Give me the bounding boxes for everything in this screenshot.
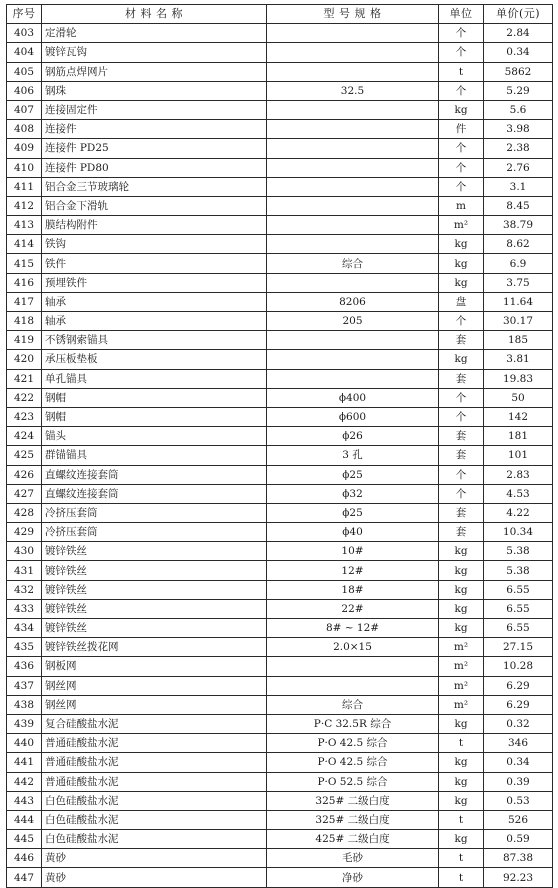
cell-unit-price: 185 [484, 331, 553, 350]
cell-model-spec: 18# [267, 580, 439, 599]
cell-unit: m² [439, 638, 484, 657]
cell-material-name: 钢板网 [42, 657, 267, 676]
cell-model-spec: ϕ600 [267, 407, 439, 426]
cell-unit-price: 6.55 [484, 599, 553, 618]
cell-material-name: 连接件 PD80 [42, 158, 267, 177]
cell-serial-no: 414 [7, 235, 42, 254]
cell-serial-no: 410 [7, 158, 42, 177]
cell-unit: t [439, 734, 484, 753]
cell-model-spec [267, 369, 439, 388]
table-row [7, 24, 553, 43]
table-row [7, 446, 553, 465]
cell-serial-no: 432 [7, 580, 42, 599]
cell-model-spec [267, 24, 439, 43]
cell-serial-no: 446 [7, 849, 42, 868]
table-row [7, 177, 553, 196]
cell-material-name: 铝合金下滑轨 [42, 196, 267, 215]
cell-model-spec: 8206 [267, 292, 439, 311]
table-row [7, 542, 553, 561]
cell-model-spec [267, 120, 439, 139]
cell-unit: 个 [439, 312, 484, 331]
cell-model-spec: P·O 42.5 综合 [267, 753, 439, 772]
cell-unit-price: 5.38 [484, 561, 553, 580]
table-row [7, 849, 553, 868]
cell-unit-price: 30.17 [484, 312, 553, 331]
cell-serial-no: 421 [7, 369, 42, 388]
cell-serial-no: 416 [7, 273, 42, 292]
cell-model-spec [267, 177, 439, 196]
cell-material-name: 冷挤压套筒 [42, 523, 267, 542]
cell-unit-price: 4.22 [484, 503, 553, 522]
table-row [7, 100, 553, 119]
cell-unit-price: 0.34 [484, 753, 553, 772]
cell-unit-price: 2.38 [484, 139, 553, 158]
cell-serial-no: 408 [7, 120, 42, 139]
cell-unit: kg [439, 100, 484, 119]
cell-serial-no: 442 [7, 772, 42, 791]
cell-material-name: 镀锌铁丝 [42, 561, 267, 580]
cell-serial-no: 430 [7, 542, 42, 561]
table-row [7, 561, 553, 580]
cell-serial-no: 434 [7, 619, 42, 638]
cell-material-name: 连接件 PD25 [42, 139, 267, 158]
cell-material-name: 钢丝网 [42, 676, 267, 695]
cell-model-spec: 毛砂 [267, 849, 439, 868]
cell-unit-price: 5.38 [484, 542, 553, 561]
cell-material-name: 轴承 [42, 312, 267, 331]
table-row [7, 216, 553, 235]
cell-unit-price: 181 [484, 427, 553, 446]
table-row [7, 196, 553, 215]
cell-serial-no: 431 [7, 561, 42, 580]
cell-material-name: 直螺纹连接套筒 [42, 484, 267, 503]
cell-unit-price: 87.38 [484, 849, 553, 868]
table-row [7, 523, 553, 542]
cell-unit: kg [439, 273, 484, 292]
cell-serial-no: 438 [7, 695, 42, 714]
cell-unit: 个 [439, 388, 484, 407]
cell-unit: kg [439, 561, 484, 580]
table-row [7, 388, 553, 407]
cell-unit: kg [439, 254, 484, 273]
cell-material-name: 膜结构附件 [42, 216, 267, 235]
cell-unit: 套 [439, 331, 484, 350]
cell-unit: 个 [439, 43, 484, 62]
table-row [7, 81, 553, 100]
cell-material-name: 镀锌瓦钩 [42, 43, 267, 62]
cell-material-name: 镀锌铁丝拨花网 [42, 638, 267, 657]
cell-serial-no: 440 [7, 734, 42, 753]
cell-unit: t [439, 849, 484, 868]
cell-model-spec: ϕ400 [267, 388, 439, 407]
cell-unit: m² [439, 216, 484, 235]
table-row [7, 350, 553, 369]
cell-serial-no: 433 [7, 599, 42, 618]
cell-unit-price: 5.6 [484, 100, 553, 119]
cell-material-name: 冷挤压套筒 [42, 503, 267, 522]
cell-material-name: 预埋铁件 [42, 273, 267, 292]
cell-model-spec [267, 139, 439, 158]
cell-model-spec: P·C 32.5R 综合 [267, 714, 439, 733]
cell-unit: kg [439, 830, 484, 849]
cell-unit: kg [439, 580, 484, 599]
cell-material-name: 承压板垫板 [42, 350, 267, 369]
table-body [7, 24, 553, 887]
cell-serial-no: 418 [7, 312, 42, 331]
cell-model-spec: ϕ25 [267, 503, 439, 522]
table-row [7, 503, 553, 522]
cell-material-name: 白色硅酸盐水泥 [42, 830, 267, 849]
cell-material-name: 钢帽 [42, 407, 267, 426]
table-row [7, 273, 553, 292]
table-row [7, 810, 553, 829]
cell-serial-no: 405 [7, 62, 42, 81]
cell-material-name: 钢珠 [42, 81, 267, 100]
cell-serial-no: 427 [7, 484, 42, 503]
cell-unit-price: 2.84 [484, 24, 553, 43]
cell-unit-price: 4.53 [484, 484, 553, 503]
cell-material-name: 白色硅酸盐水泥 [42, 791, 267, 810]
cell-unit-price: 142 [484, 407, 553, 426]
cell-serial-no: 445 [7, 830, 42, 849]
cell-unit-price: 10.34 [484, 523, 553, 542]
header-serial-no: 序号 [7, 5, 42, 24]
cell-unit: kg [439, 599, 484, 618]
cell-unit: 套 [439, 503, 484, 522]
cell-serial-no: 425 [7, 446, 42, 465]
cell-model-spec: 3 孔 [267, 446, 439, 465]
cell-material-name: 连接固定件 [42, 100, 267, 119]
table-row [7, 580, 553, 599]
cell-material-name: 镀锌铁丝 [42, 542, 267, 561]
table-row [7, 254, 553, 273]
cell-model-spec [267, 196, 439, 215]
cell-serial-no: 406 [7, 81, 42, 100]
cell-material-name: 普通硅酸盐水泥 [42, 772, 267, 791]
header-unit-price: 单价(元) [484, 5, 553, 24]
table-row [7, 43, 553, 62]
cell-model-spec: 综合 [267, 254, 439, 273]
cell-model-spec: ϕ26 [267, 427, 439, 446]
cell-unit: 个 [439, 484, 484, 503]
table-row [7, 619, 553, 638]
cell-unit: kg [439, 753, 484, 772]
table-row [7, 695, 553, 714]
cell-unit: m² [439, 657, 484, 676]
materials-price-table [6, 4, 553, 888]
cell-material-name: 连接件 [42, 120, 267, 139]
cell-model-spec [267, 676, 439, 695]
cell-unit: 盘 [439, 292, 484, 311]
cell-unit-price: 526 [484, 810, 553, 829]
cell-material-name: 镀锌铁丝 [42, 580, 267, 599]
cell-unit: 套 [439, 446, 484, 465]
table-row [7, 427, 553, 446]
cell-serial-no: 420 [7, 350, 42, 369]
header-row [7, 5, 553, 24]
cell-unit-price: 11.64 [484, 292, 553, 311]
cell-material-name: 钢丝网 [42, 695, 267, 714]
cell-unit-price: 8.62 [484, 235, 553, 254]
cell-unit-price: 3.1 [484, 177, 553, 196]
table-row [7, 638, 553, 657]
cell-serial-no: 403 [7, 24, 42, 43]
cell-serial-no: 441 [7, 753, 42, 772]
cell-serial-no: 428 [7, 503, 42, 522]
table-row [7, 331, 553, 350]
cell-serial-no: 404 [7, 43, 42, 62]
table-row [7, 714, 553, 733]
cell-unit: t [439, 868, 484, 887]
cell-unit: 个 [439, 158, 484, 177]
cell-model-spec: ϕ32 [267, 484, 439, 503]
cell-material-name: 铁钩 [42, 235, 267, 254]
cell-unit: 套 [439, 369, 484, 388]
cell-unit-price: 0.53 [484, 791, 553, 810]
cell-material-name: 黄砂 [42, 868, 267, 887]
cell-unit: m² [439, 695, 484, 714]
cell-model-spec: 净砂 [267, 868, 439, 887]
cell-material-name: 单孔锚具 [42, 369, 267, 388]
cell-unit: 个 [439, 81, 484, 100]
cell-unit-price: 6.9 [484, 254, 553, 273]
cell-model-spec: P·O 42.5 综合 [267, 734, 439, 753]
cell-unit-price: 3.81 [484, 350, 553, 369]
cell-unit: 个 [439, 407, 484, 426]
cell-material-name: 钢筋点焊网片 [42, 62, 267, 81]
cell-serial-no: 443 [7, 791, 42, 810]
cell-serial-no: 435 [7, 638, 42, 657]
table-row [7, 772, 553, 791]
cell-serial-no: 415 [7, 254, 42, 273]
cell-model-spec: 325# 二级白度 [267, 810, 439, 829]
table-row [7, 292, 553, 311]
table-row [7, 484, 553, 503]
cell-model-spec: 10# [267, 542, 439, 561]
cell-unit: kg [439, 235, 484, 254]
cell-serial-no: 411 [7, 177, 42, 196]
cell-serial-no: 426 [7, 465, 42, 484]
cell-material-name: 铝合金三节玻璃轮 [42, 177, 267, 196]
cell-serial-no: 423 [7, 407, 42, 426]
cell-unit-price: 92.23 [484, 868, 553, 887]
cell-model-spec [267, 273, 439, 292]
cell-material-name: 白色硅酸盐水泥 [42, 810, 267, 829]
cell-unit-price: 10.28 [484, 657, 553, 676]
table-row [7, 407, 553, 426]
cell-material-name: 直螺纹连接套筒 [42, 465, 267, 484]
cell-serial-no: 444 [7, 810, 42, 829]
cell-material-name: 不锈钢索锚具 [42, 331, 267, 350]
table-row [7, 830, 553, 849]
header-unit: 单位 [439, 5, 484, 24]
cell-material-name: 复合硅酸盐水泥 [42, 714, 267, 733]
cell-unit: kg [439, 714, 484, 733]
cell-unit: 个 [439, 139, 484, 158]
cell-unit: 套 [439, 427, 484, 446]
table-row [7, 465, 553, 484]
cell-model-spec [267, 350, 439, 369]
table-row [7, 120, 553, 139]
cell-unit-price: 38.79 [484, 216, 553, 235]
cell-material-name: 镀锌铁丝 [42, 599, 267, 618]
cell-unit-price: 6.55 [484, 580, 553, 599]
cell-unit-price: 19.83 [484, 369, 553, 388]
cell-material-name: 镀锌铁丝 [42, 619, 267, 638]
header-model-spec: 型 号 规 格 [267, 5, 439, 24]
table-row [7, 599, 553, 618]
cell-unit: kg [439, 772, 484, 791]
cell-unit: t [439, 810, 484, 829]
cell-unit-price: 27.15 [484, 638, 553, 657]
cell-unit-price: 5.29 [484, 81, 553, 100]
cell-material-name: 普通硅酸盐水泥 [42, 734, 267, 753]
table-row [7, 791, 553, 810]
cell-model-spec: 2.0×15 [267, 638, 439, 657]
cell-model-spec: 32.5 [267, 81, 439, 100]
cell-model-spec: 22# [267, 599, 439, 618]
cell-unit-price: 101 [484, 446, 553, 465]
cell-unit-price: 50 [484, 388, 553, 407]
cell-model-spec: P·O 52.5 综合 [267, 772, 439, 791]
cell-model-spec [267, 331, 439, 350]
cell-unit-price: 3.98 [484, 120, 553, 139]
cell-unit: t [439, 62, 484, 81]
table-row [7, 734, 553, 753]
cell-serial-no: 439 [7, 714, 42, 733]
cell-model-spec: 325# 二级白度 [267, 791, 439, 810]
cell-model-spec [267, 43, 439, 62]
cell-serial-no: 447 [7, 868, 42, 887]
table-row [7, 235, 553, 254]
cell-unit-price: 0.32 [484, 714, 553, 733]
cell-unit: 套 [439, 523, 484, 542]
cell-unit-price: 6.55 [484, 619, 553, 638]
cell-material-name: 轴承 [42, 292, 267, 311]
cell-material-name: 定滑轮 [42, 24, 267, 43]
cell-model-spec: 8# ~ 12# [267, 619, 439, 638]
cell-model-spec: 12# [267, 561, 439, 580]
table-row [7, 753, 553, 772]
cell-unit: m² [439, 676, 484, 695]
cell-serial-no: 424 [7, 427, 42, 446]
cell-unit-price: 0.39 [484, 772, 553, 791]
cell-unit: 个 [439, 465, 484, 484]
cell-model-spec [267, 100, 439, 119]
cell-unit: 件 [439, 120, 484, 139]
table-row [7, 312, 553, 331]
cell-serial-no: 407 [7, 100, 42, 119]
table-row [7, 657, 553, 676]
cell-unit: kg [439, 619, 484, 638]
cell-unit-price: 346 [484, 734, 553, 753]
cell-unit-price: 2.83 [484, 465, 553, 484]
cell-model-spec [267, 657, 439, 676]
cell-unit: 个 [439, 177, 484, 196]
cell-serial-no: 409 [7, 139, 42, 158]
cell-unit-price: 8.45 [484, 196, 553, 215]
cell-material-name: 群锚锚具 [42, 446, 267, 465]
table-row [7, 676, 553, 695]
cell-unit: 个 [439, 24, 484, 43]
cell-model-spec [267, 62, 439, 81]
header-material-name: 材 料 名 称 [42, 5, 267, 24]
cell-model-spec [267, 158, 439, 177]
cell-unit-price: 2.76 [484, 158, 553, 177]
cell-serial-no: 417 [7, 292, 42, 311]
cell-serial-no: 436 [7, 657, 42, 676]
cell-unit-price: 6.29 [484, 676, 553, 695]
cell-material-name: 普通硅酸盐水泥 [42, 753, 267, 772]
cell-serial-no: 437 [7, 676, 42, 695]
table-row [7, 868, 553, 887]
cell-model-spec: 205 [267, 312, 439, 331]
cell-unit-price: 0.59 [484, 830, 553, 849]
table-row [7, 369, 553, 388]
cell-material-name: 铁件 [42, 254, 267, 273]
cell-unit-price: 3.75 [484, 273, 553, 292]
cell-serial-no: 412 [7, 196, 42, 215]
cell-serial-no: 429 [7, 523, 42, 542]
cell-unit-price: 6.29 [484, 695, 553, 714]
cell-unit: m [439, 196, 484, 215]
cell-serial-no: 419 [7, 331, 42, 350]
cell-unit: kg [439, 791, 484, 810]
cell-unit: kg [439, 542, 484, 561]
cell-model-spec: ϕ40 [267, 523, 439, 542]
cell-model-spec: ϕ25 [267, 465, 439, 484]
cell-unit: kg [439, 350, 484, 369]
cell-unit-price: 0.34 [484, 43, 553, 62]
table-row [7, 62, 553, 81]
cell-model-spec: 综合 [267, 695, 439, 714]
table-row [7, 158, 553, 177]
cell-serial-no: 422 [7, 388, 42, 407]
cell-serial-no: 413 [7, 216, 42, 235]
cell-material-name: 黄砂 [42, 849, 267, 868]
cell-model-spec [267, 216, 439, 235]
cell-material-name: 钢帽 [42, 388, 267, 407]
cell-model-spec [267, 235, 439, 254]
cell-model-spec: 425# 二级白度 [267, 830, 439, 849]
table-row [7, 139, 553, 158]
cell-material-name: 锚头 [42, 427, 267, 446]
cell-unit-price: 5862 [484, 62, 553, 81]
